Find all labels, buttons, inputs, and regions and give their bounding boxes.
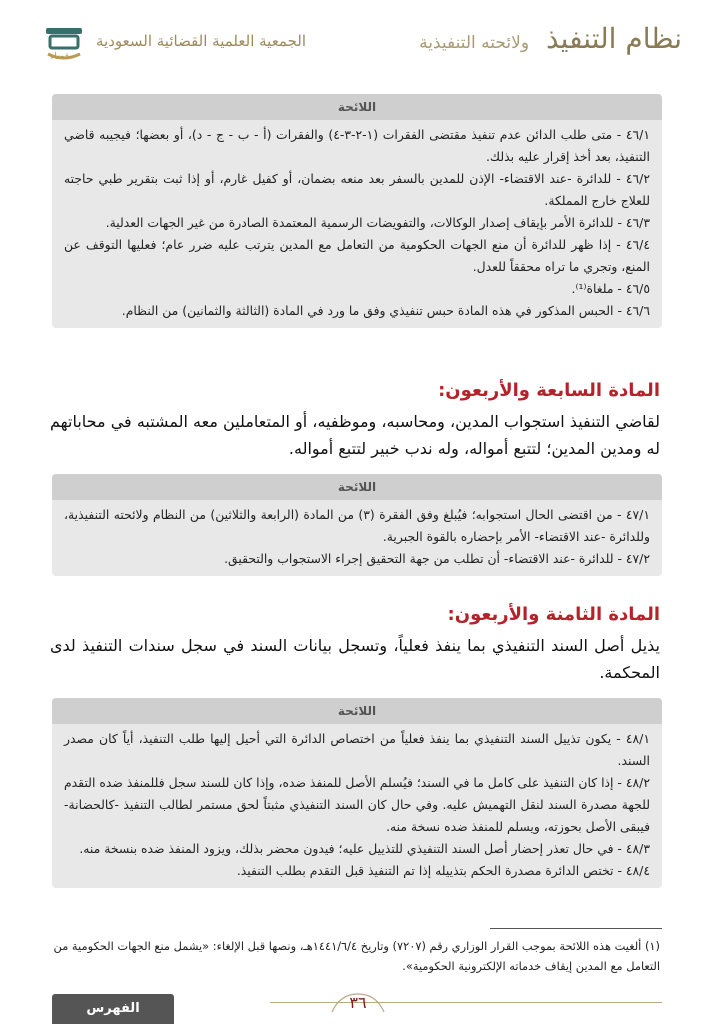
page-number: ٣٦ <box>349 993 367 1012</box>
regulation-item: ٤٧/١ - من اقتضى الحال استجوابه؛ فيُبلغ وفق الفقرة (٣) من المادة (الرابعة والثلاثين) من النظام ولائحته التنفيذية، وللدائرة -عند الاقتضاء- الأمر بإحضاره بالقوة الجبرية. <box>64 507 650 544</box>
regulation-box-48 <box>52 698 662 888</box>
footnote: (١) ألغيت هذه اللائحة بموجب القرار الوزاري رقم (٧٢٠٧) وتاريخ ١٤٤١/٦/٤هـ، ونصها قبل الإلغاء: «يشمل منع الجهات الحكومية من التعامل مع المدين إيقاف خدماته الإلكترونية الحكومية». <box>53 939 660 973</box>
footnote-divider <box>490 928 662 929</box>
regulation-item: ٤٦/١ - متى طلب الدائن عدم تنفيذ مقتضى الفقرات (١-٢-٣-٤) والفقرات (أ - ب - ج - د)، أو بعضها؛ فيجيبه قاضي التنفيذ، بعد أخذ إقرار عليه بذلك. <box>64 127 651 164</box>
regulation-item: ٤٦/٢ - للدائرة -عند الاقتضاء- الإذن للمدين بالسفر بعد منعه بضمان، أو كفيل غارم، أو إذا ثبت بتقرير طبي حاجته للعلاج خارج المملكة. <box>64 171 650 208</box>
regulation-box-47 <box>52 474 662 576</box>
regulation-item: ٤٦/٦ - الحبس المذكور في هذه المادة حبس تنفيذي وفق ما ورد في المادة (الثالثة والثمانين) من النظام. <box>121 303 650 318</box>
logo-mark-text: قضاء <box>50 52 70 62</box>
article-48-title: المادة الثامنة والأربعون: <box>447 604 660 625</box>
article-47-text: لقاضي التنفيذ استجواب المدين، ومحاسبه، وموظفيه، أو المتعاملين معه المشتبه في محاباتهم له ومدين المدين؛ لتتبع أمواله، وله ندب خبير لتتبع أمواله. <box>50 412 660 458</box>
book-title-sub: ولائحته التنفيذية <box>419 33 530 53</box>
regulation-box-46 <box>52 94 662 328</box>
regulation-heading: اللائحة <box>52 94 662 120</box>
regulation-heading: اللائحة <box>52 698 662 724</box>
regulation-item: ٤٦/٣ - للدائرة الأمر بإيقاف إصدار الوكالات، والتفويضات الرسمية المعتمدة الصادرة من غير الجهات العدلية. <box>105 215 650 230</box>
society-name: الجمعية العلمية القضائية السعودية <box>96 32 307 50</box>
regulation-item: ٤٨/١ - يكون تذييل السند التنفيذي بما ينفذ فعلياً من اختصاص الدائرة التي أحيل إليها طلب التنفيذ، أياً كان مصدر السند. <box>64 731 650 768</box>
regulation-item: ٤٨/٣ - في حال تعذر إحضار أصل السند التنفيذي للتذييل عليه؛ فيدون محضر بذلك، ويزود المنفذ ضده بنسخة منه. <box>79 841 650 856</box>
regulation-item: ٤٦/٥ - ملغاة⁽¹⁾. <box>571 281 650 296</box>
article-47-title: المادة السابعة والأربعون: <box>438 380 660 401</box>
regulation-item: ٤٨/٤ - تختص الدائرة مصدرة الحكم بتذييله إذا تم التنفيذ قبل التقدم بطلب التنفيذ. <box>236 863 650 878</box>
regulation-heading: اللائحة <box>52 474 662 500</box>
book-title <box>419 22 682 55</box>
book-title-main: نظام التنفيذ <box>545 22 682 55</box>
index-button[interactable]: الفهرس <box>52 994 174 1024</box>
society-logo <box>42 22 307 68</box>
regulation-item: ٤٨/٢ - إذا كان التنفيذ على كامل ما في السند؛ فيُسلم الأصل للمنفذ ضده، وإذا كان للسند سجل فللمنفذ ضده التقدم للجهة مصدرة السند لنقل التهميش عليه. وفي حال كان السند التنفيذي مثبتاً لحق مستمر لطالب التنفيذ -كالحضانة- فيبقى الأصل بحوزته، ويسلم للمنفذ ضده نسخة منه. <box>64 775 650 834</box>
page-header <box>0 0 712 80</box>
article-48-text: يذيل أصل السند التنفيذي بما ينفذ فعلياً، وتسجل بيانات السند في سجل سندات التنفيذ لدى المحكمة. <box>50 636 660 682</box>
regulation-item: ٤٦/٤ - إذا ظهر للدائرة أن منع الجهات الحكومية من التعامل مع المدين يترتب عليه ضرر عام؛ فعليها التوقف عن المنع، وتجري ما تراه محققاً للعدل. <box>64 237 650 274</box>
regulation-item: ٤٧/٢ - للدائرة -عند الاقتضاء- أن تطلب من جهة التحقيق إجراء الاستجواب والتحقيق. <box>224 551 650 566</box>
